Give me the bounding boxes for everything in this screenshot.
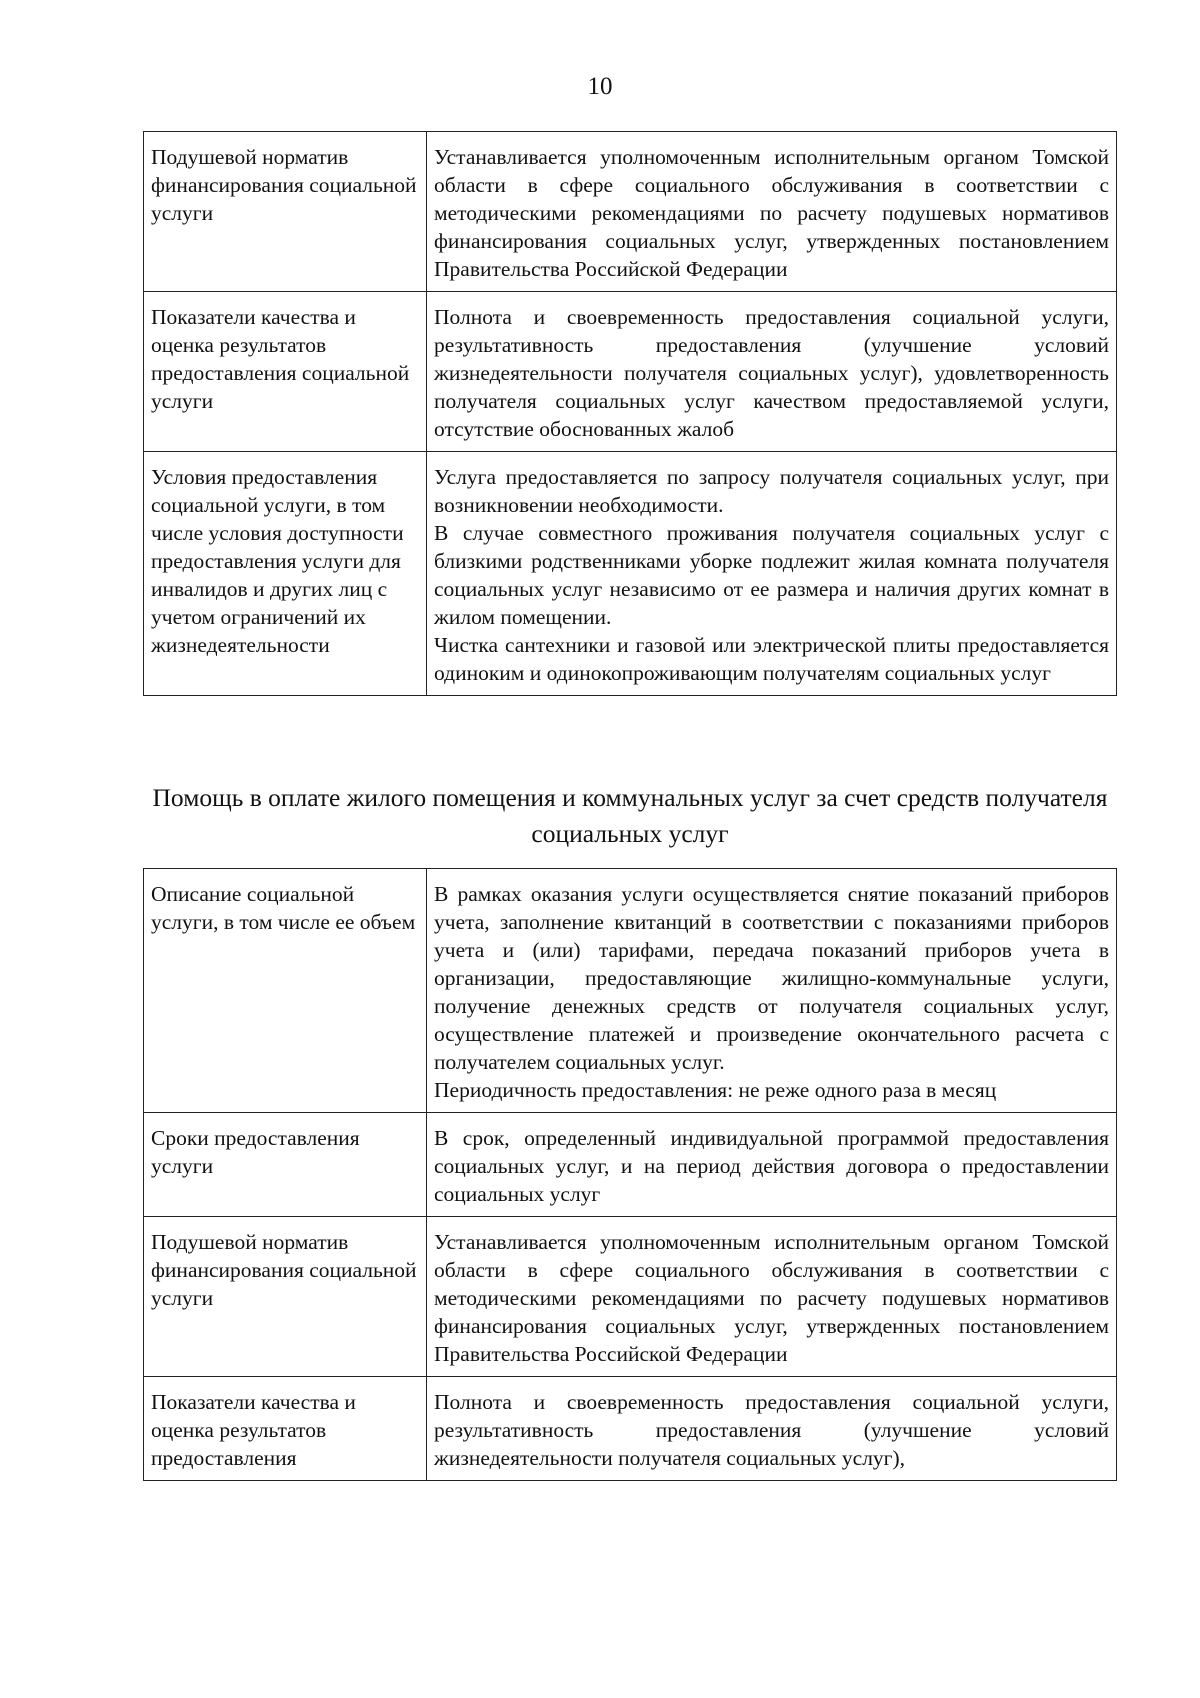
row-paragraph: В рамках оказания услуги осуществляется снятие показаний приборов учета, заполнение квитанций в соответствии с показаниями приборов учета и (или) тарифами, передача показаний приборов учета в организации, предоставляющие жилищно-коммунальные услуги, получение денежных средств от получателя социальных услуг, осуществление платежей и произведение окончательного расчета с получателем социальных услуг.	[434, 882, 1109, 1074]
row-value	[427, 1113, 1117, 1217]
row-paragraph: Устанавливается уполномоченным исполнительным органом Томской области в сфере социального обслуживания в соответствии с методическими рекомендациями по расчету подушевых нормативов финансирования социальных услуг, утвержденных постановлением Правительства Российской Федерации	[434, 145, 1109, 281]
row-value	[427, 452, 1117, 696]
service-table-1	[143, 131, 1117, 696]
row-paragraph: Полнота и своевременность предоставления социальной услуги, результативность предоставления (улучшение условий жизнедеятельности получателя социальных услуг), удовлетворенность получателя социальных услуг качеством предоставляемой услуги, отсутствие обоснованных жалоб	[434, 305, 1109, 441]
row-value	[427, 869, 1117, 1113]
table-row	[144, 1113, 1117, 1217]
table-row	[144, 292, 1117, 452]
row-label: Описание социальной услуги, в том числе ее объем	[144, 869, 427, 1113]
row-paragraph: Устанавливается уполномоченным исполнительным органом Томской области в сфере социального обслуживания в соответствии с методическими рекомендациями по расчету подушевых нормативов финансирования социальных услуг, утвержденных постановлением Правительства Российской Федерации	[434, 1230, 1109, 1366]
section-title: Помощь в оплате жилого помещения и коммунальных услуг за счет средств получателя социальных услуг	[152, 783, 1108, 848]
table-row	[144, 1377, 1117, 1481]
row-label: Показатели качества и оценка результатов предоставления	[144, 1377, 427, 1481]
row-label: Условия предоставления социальной услуги, в том числе условия доступности предоставления услуги для инвалидов и других лиц с учетом ограничений их жизнедеятельности	[144, 452, 427, 696]
row-value	[427, 292, 1117, 452]
page-number: 10	[587, 73, 613, 100]
row-paragraph: Чистка сантехники и газовой или электрической плиты предоставляется одиноким и одинокопроживающим получателям социальных услуг	[434, 633, 1109, 685]
row-label: Сроки предоставления услуги	[144, 1113, 427, 1217]
row-paragraph: В случае совместного проживания получателя социальных услуг с близкими родственниками уборке подлежит жилая комната получателя социальных услуг независимо от ее размера и наличия других комнат в жилом помещении.	[434, 521, 1109, 629]
row-value	[427, 132, 1117, 292]
table-row	[144, 132, 1117, 292]
row-paragraph: Периодичность предоставления: не реже одного раза в месяц	[434, 1078, 997, 1102]
row-paragraph: Полнота и своевременность предоставления социальной услуги, результативность предоставления (улучшение условий жизнедеятельности получателя социальных услуг),	[434, 1390, 1109, 1470]
row-value	[427, 1377, 1117, 1481]
row-paragraph: В срок, определенный индивидуальной программой предоставления социальных услуг, и на период действия договора о предоставлении социальных услуг	[434, 1126, 1109, 1206]
table-row	[144, 452, 1117, 696]
service-table-2	[143, 868, 1117, 1481]
row-paragraph: Услуга предоставляется по запросу получателя социальных услуг, при возникновении необходимости.	[434, 465, 1109, 517]
table-row	[144, 869, 1117, 1113]
row-label: Показатели качества и оценка результатов предоставления социальной услуги	[144, 292, 427, 452]
row-label: Подушевой норматив финансирования социальной услуги	[144, 132, 427, 292]
row-label: Подушевой норматив финансирования социальной услуги	[144, 1217, 427, 1377]
table-row	[144, 1217, 1117, 1377]
row-value	[427, 1217, 1117, 1377]
